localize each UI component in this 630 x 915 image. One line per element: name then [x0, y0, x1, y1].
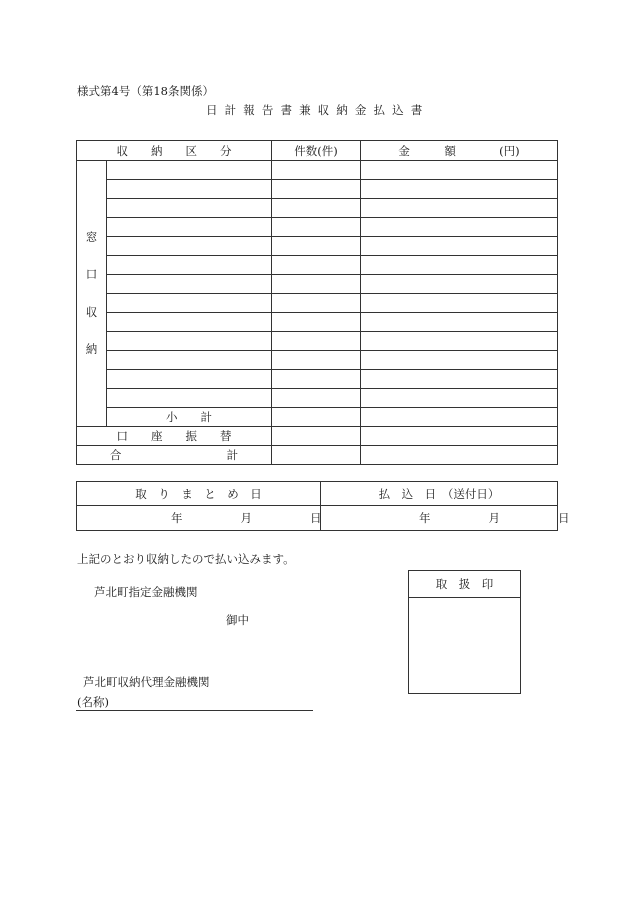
amount-cell[interactable]: [361, 351, 558, 370]
category-cell[interactable]: [107, 332, 272, 351]
total-row: [77, 446, 558, 465]
table-row: [77, 161, 558, 180]
amount-cell[interactable]: [361, 370, 558, 389]
count-cell[interactable]: [272, 161, 361, 180]
table-row: [77, 294, 558, 313]
header-category: 収 納 区 分: [77, 141, 272, 161]
amount-cell[interactable]: [361, 256, 558, 275]
table-header-row: [77, 141, 558, 161]
count-cell[interactable]: [272, 332, 361, 351]
year-label: 年: [419, 511, 431, 525]
category-cell[interactable]: [107, 389, 272, 408]
amount-cell[interactable]: [361, 313, 558, 332]
total-label-right: 計: [226, 448, 239, 462]
side-label-char: 口: [85, 267, 98, 281]
receipt-table: [76, 140, 558, 465]
account-transfer-count-cell[interactable]: [272, 427, 361, 446]
date-table: [76, 481, 570, 531]
count-cell[interactable]: [272, 294, 361, 313]
total-label: [77, 446, 272, 465]
category-cell[interactable]: [107, 218, 272, 237]
header-count: 件数(件): [272, 141, 361, 161]
table-row: [77, 389, 558, 408]
payment-date-cell[interactable]: [321, 506, 570, 531]
category-cell[interactable]: [107, 351, 272, 370]
amount-cell[interactable]: [361, 294, 558, 313]
month-label: 月: [240, 511, 252, 525]
count-cell[interactable]: [272, 313, 361, 332]
header-amount-label: 金 額: [398, 143, 456, 158]
table-row: [77, 351, 558, 370]
table-row: [77, 256, 558, 275]
category-cell[interactable]: [107, 180, 272, 199]
amount-cell[interactable]: [361, 199, 558, 218]
subtotal-count-cell[interactable]: [272, 408, 361, 427]
statement-text: 上記のとおり収納したので払い込みます。: [77, 552, 295, 566]
category-cell[interactable]: [107, 313, 272, 332]
handling-stamp-box: [408, 570, 521, 694]
count-cell[interactable]: [272, 237, 361, 256]
date-header-row: [77, 482, 558, 506]
account-transfer-amount-cell[interactable]: [361, 427, 558, 446]
designated-bank: 芦北町指定金融機関: [94, 585, 198, 599]
category-cell[interactable]: [107, 161, 272, 180]
collection-date-header: 取 り ま と め 日: [77, 482, 321, 506]
amount-cell[interactable]: [361, 161, 558, 180]
total-count-cell[interactable]: [272, 446, 361, 465]
table-row: [77, 218, 558, 237]
month-label: 月: [488, 511, 500, 525]
payment-date-header: 払 込 日 （送付日）: [321, 482, 558, 506]
table-row: [77, 313, 558, 332]
side-label-char: 窓: [85, 229, 98, 244]
amount-cell[interactable]: [361, 275, 558, 294]
count-cell[interactable]: [272, 256, 361, 275]
day-label: 日: [558, 511, 570, 525]
amount-cell[interactable]: [361, 218, 558, 237]
account-transfer-row: [77, 427, 558, 446]
name-field[interactable]: [76, 696, 313, 711]
count-cell[interactable]: [272, 218, 361, 237]
page-title: 日 計 報 告 書 兼 収 納 金 払 込 書: [206, 103, 424, 117]
count-cell[interactable]: [272, 275, 361, 294]
count-cell[interactable]: [272, 199, 361, 218]
amount-cell[interactable]: [361, 332, 558, 351]
table-row: [77, 237, 558, 256]
day-label: 日: [310, 511, 322, 525]
year-label: 年: [171, 511, 183, 525]
category-cell[interactable]: [107, 294, 272, 313]
agent-bank: 芦北町収納代理金融機関: [83, 675, 210, 689]
side-label-char: 納: [85, 342, 98, 356]
onchu-label: 御中: [226, 613, 249, 627]
category-cell[interactable]: [107, 237, 272, 256]
side-label-char: 収: [85, 304, 98, 319]
form-number: 様式第4号（第18条関係）: [77, 84, 214, 98]
subtotal-row: [77, 408, 558, 427]
stamp-label: 取 扱 印: [409, 571, 520, 598]
date-value-row: [77, 506, 558, 531]
table-row: [77, 199, 558, 218]
count-cell[interactable]: [272, 180, 361, 199]
side-label-window-receipt: [77, 161, 107, 427]
header-amount: [361, 141, 558, 161]
total-label-left: 合: [109, 448, 122, 462]
table-row: [77, 332, 558, 351]
table-row: [77, 180, 558, 199]
subtotal-amount-cell[interactable]: [361, 408, 558, 427]
subtotal-label: 小 計: [107, 408, 272, 427]
stamp-area[interactable]: [409, 598, 520, 693]
name-label: (名称): [77, 695, 109, 709]
total-amount-cell[interactable]: [361, 446, 558, 465]
amount-cell[interactable]: [361, 180, 558, 199]
header-amount-unit: (円): [499, 143, 520, 158]
collection-date-cell[interactable]: [77, 506, 321, 531]
account-transfer-label: 口 座 振 替: [77, 427, 272, 446]
category-cell[interactable]: [107, 199, 272, 218]
count-cell[interactable]: [272, 351, 361, 370]
amount-cell[interactable]: [361, 389, 558, 408]
category-cell[interactable]: [107, 370, 272, 389]
table-row: [77, 275, 558, 294]
amount-cell[interactable]: [361, 237, 558, 256]
count-cell[interactable]: [272, 370, 361, 389]
count-cell[interactable]: [272, 389, 361, 408]
category-cell[interactable]: [107, 275, 272, 294]
table-row: [77, 370, 558, 389]
category-cell[interactable]: [107, 256, 272, 275]
